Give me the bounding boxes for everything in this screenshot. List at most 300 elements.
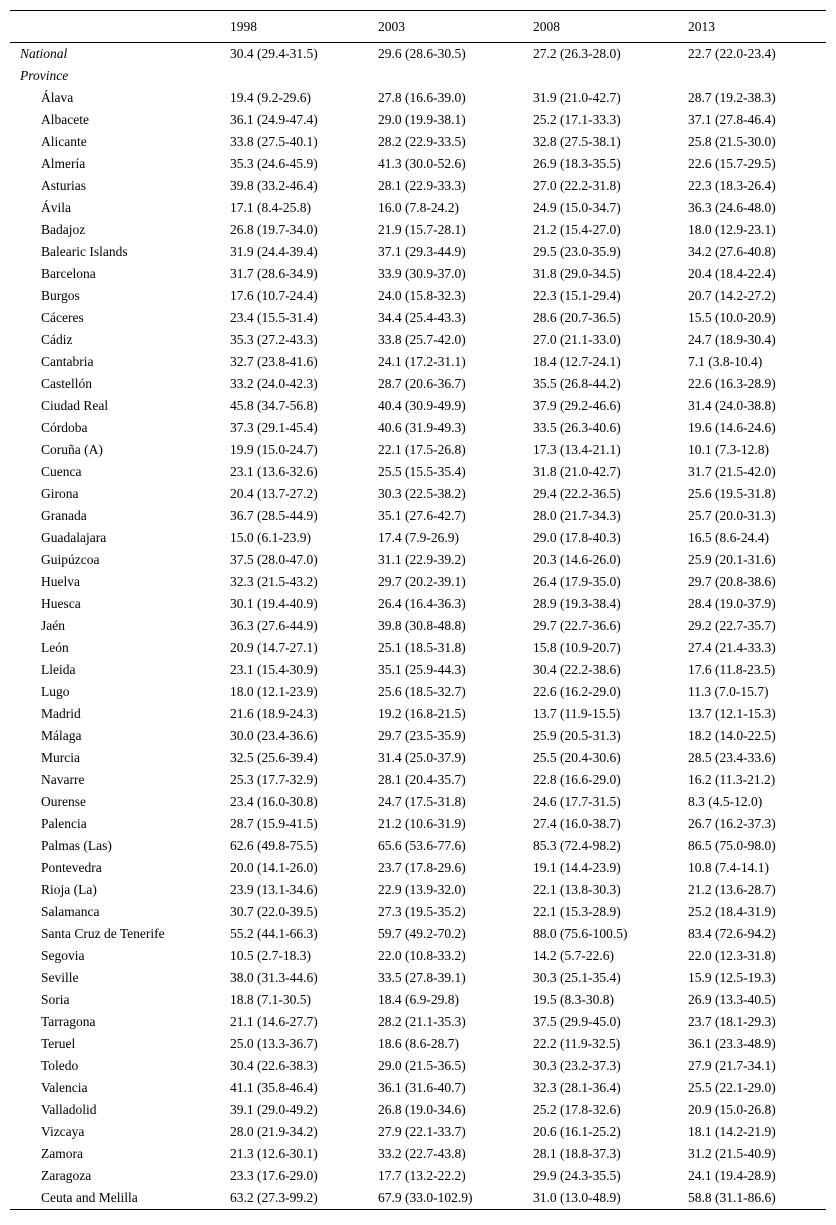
table-cell-2003: 25.1 (18.5-31.8) xyxy=(378,640,466,655)
table-cell-2003: 31.1 (22.9-39.2) xyxy=(378,552,466,567)
province-name: Zaragoza xyxy=(41,1168,92,1183)
table-cell-2003: 18.4 (6.9-29.8) xyxy=(378,992,459,1007)
table-cell-2013: 19.6 (14.6-24.6) xyxy=(688,420,776,435)
table-cell-2008: 17.3 (13.4-21.1) xyxy=(533,442,621,457)
table-cell-2008: 28.9 (19.3-38.4) xyxy=(533,596,621,611)
province-name: Girona xyxy=(41,486,79,501)
table-cell-2003: 37.1 (29.3-44.9) xyxy=(378,244,466,259)
table-cell-2008: 24.6 (17.7-31.5) xyxy=(533,794,621,809)
table-row xyxy=(10,593,826,615)
table-cell-1998: 39.1 (29.0-49.2) xyxy=(230,1102,318,1117)
table-cell-2013: 27.4 (21.4-33.3) xyxy=(688,640,776,655)
province-name: Coruña (A) xyxy=(41,442,103,457)
table-cell-2013: 20.4 (18.4-22.4) xyxy=(688,266,776,281)
table-cell-2013: 37.1 (27.8-46.4) xyxy=(688,112,776,127)
province-name: Segovia xyxy=(41,948,85,963)
province-rows xyxy=(10,87,826,1209)
table-cell-2008: 14.2 (5.7-22.6) xyxy=(533,948,614,963)
table-cell-2008: 31.8 (21.0-42.7) xyxy=(533,464,621,479)
table-cell-2008: 29.9 (24.3-35.5) xyxy=(533,1168,621,1183)
table-cell-1998: 18.8 (7.1-30.5) xyxy=(230,992,311,1007)
table-cell-2003: 26.4 (16.4-36.3) xyxy=(378,596,466,611)
table-cell-2008: 27.4 (16.0-38.7) xyxy=(533,816,621,831)
table-cell-1998: 55.2 (44.1-66.3) xyxy=(230,926,318,941)
province-heading-row xyxy=(10,65,826,87)
column-header-2013: 2013 xyxy=(688,19,715,34)
table-row xyxy=(10,571,826,593)
table-cell-1998: 25.0 (13.3-36.7) xyxy=(230,1036,318,1051)
table-cell-2008: 13.7 (11.9-15.5) xyxy=(533,706,621,721)
table-row xyxy=(10,835,826,857)
table-cell-1998: 23.1 (13.6-32.6) xyxy=(230,464,318,479)
table-cell-2003: 40.6 (31.9-49.3) xyxy=(378,420,466,435)
table-cell-2008: 19.1 (14.4-23.9) xyxy=(533,860,621,875)
province-name: Ourense xyxy=(41,794,86,809)
table-row xyxy=(10,769,826,791)
province-name: Toledo xyxy=(41,1058,79,1073)
table-cell-2013: 26.9 (13.3-40.5) xyxy=(688,992,776,1007)
table-cell-1998: 45.8 (34.7-56.8) xyxy=(230,398,318,413)
table-cell-1998: 21.1 (14.6-27.7) xyxy=(230,1014,318,1029)
table-cell-2003: 28.2 (21.1-35.3) xyxy=(378,1014,466,1029)
table-row xyxy=(10,461,826,483)
table-row xyxy=(10,219,826,241)
table-cell-2003: 25.6 (18.5-32.7) xyxy=(378,684,466,699)
table-cell-2013: 25.9 (20.1-31.6) xyxy=(688,552,776,567)
table-row xyxy=(10,659,826,681)
table-cell-2013: 27.9 (21.7-34.1) xyxy=(688,1058,776,1073)
table-row xyxy=(10,703,826,725)
table-cell-2003: 27.8 (16.6-39.0) xyxy=(378,90,466,105)
table-row xyxy=(10,351,826,373)
table-cell-2003: 36.1 (31.6-40.7) xyxy=(378,1080,466,1095)
table-cell-2008: 22.1 (15.3-28.9) xyxy=(533,904,621,919)
table-cell-2013: 86.5 (75.0-98.0) xyxy=(688,838,776,853)
table-row xyxy=(10,615,826,637)
table-cell-2008: 29.0 (17.8-40.3) xyxy=(533,530,621,545)
table-cell-2008: 20.6 (16.1-25.2) xyxy=(533,1124,621,1139)
province-name: Pontevedra xyxy=(41,860,102,875)
table-cell-2008: 22.6 (16.2-29.0) xyxy=(533,684,621,699)
table-cell-2013: 23.7 (18.1-29.3) xyxy=(688,1014,776,1029)
table-row xyxy=(10,945,826,967)
province-name: Palmas (Las) xyxy=(41,838,112,853)
table-cell-2003: 28.1 (20.4-35.7) xyxy=(378,772,466,787)
table-row xyxy=(10,373,826,395)
province-name: Almería xyxy=(41,156,86,171)
province-name: Burgos xyxy=(41,288,80,303)
table-cell-2013: 28.4 (19.0-37.9) xyxy=(688,596,776,611)
table-cell-2008: 85.3 (72.4-98.2) xyxy=(533,838,621,853)
province-name: Salamanca xyxy=(41,904,100,919)
table-cell-1998: 19.9 (15.0-24.7) xyxy=(230,442,318,457)
province-name: Navarre xyxy=(41,772,85,787)
table-cell-2003: 27.3 (19.5-35.2) xyxy=(378,904,466,919)
table-cell-2008: 31.8 (29.0-34.5) xyxy=(533,266,621,281)
table-row xyxy=(10,813,826,835)
table-row xyxy=(10,395,826,417)
table-cell-2008: 25.2 (17.8-32.6) xyxy=(533,1102,621,1117)
province-name: Tarragona xyxy=(41,1014,96,1029)
table-cell-2003: 17.4 (7.9-26.9) xyxy=(378,530,459,545)
table-cell-2013: 10.1 (7.3-12.8) xyxy=(688,442,769,457)
table-cell-2008: 21.2 (15.4-27.0) xyxy=(533,222,621,237)
table-cell-2013: 20.7 (14.2-27.2) xyxy=(688,288,776,303)
table-cell-2008: 15.8 (10.9-20.7) xyxy=(533,640,621,655)
table-cell-2008: 19.5 (8.3-30.8) xyxy=(533,992,614,1007)
province-name: Valladolid xyxy=(41,1102,97,1117)
table-cell-1998: 35.3 (27.2-43.3) xyxy=(230,332,318,347)
table-cell-2003: 26.8 (19.0-34.6) xyxy=(378,1102,466,1117)
table-cell-2003: 29.0 (19.9-38.1) xyxy=(378,112,466,127)
province-name: Balearic Islands xyxy=(41,244,128,259)
table-cell-1998: 32.5 (25.6-39.4) xyxy=(230,750,318,765)
table-row xyxy=(10,505,826,527)
province-name: Granada xyxy=(41,508,87,523)
table-cell-2008: 35.5 (26.8-44.2) xyxy=(533,376,621,391)
table-cell-2008: 20.3 (14.6-26.0) xyxy=(533,552,621,567)
table-cell-2003: 22.1 (17.5-26.8) xyxy=(378,442,466,457)
table-cell-2013: 34.2 (27.6-40.8) xyxy=(688,244,776,259)
table-cell-2008: 29.7 (22.7-36.6) xyxy=(533,618,621,633)
table-cell-2003: 67.9 (33.0-102.9) xyxy=(378,1190,473,1205)
table-cell-1998: 30.4 (22.6-38.3) xyxy=(230,1058,318,1073)
table-row xyxy=(10,439,826,461)
table-cell-2008: 31.9 (21.0-42.7) xyxy=(533,90,621,105)
table-cell-1998: 36.1 (24.9-47.4) xyxy=(230,112,318,127)
province-name: León xyxy=(41,640,69,655)
table-cell-2008: 25.9 (20.5-31.3) xyxy=(533,728,621,743)
table-cell-2013: 36.1 (23.3-48.9) xyxy=(688,1036,776,1051)
table-cell-2003: 28.1 (22.9-33.3) xyxy=(378,178,466,193)
table-row xyxy=(10,153,826,175)
table-row xyxy=(10,1077,826,1099)
table-cell-1998: 28.7 (15.9-41.5) xyxy=(230,816,318,831)
table-cell-2003: 33.8 (25.7-42.0) xyxy=(378,332,466,347)
table-cell-1998: 35.3 (24.6-45.9) xyxy=(230,156,318,171)
table-cell-1998: 10.5 (2.7-18.3) xyxy=(230,948,311,963)
table-cell-2008: 37.9 (29.2-46.6) xyxy=(533,398,621,413)
table-cell-2003: 31.4 (25.0-37.9) xyxy=(378,750,466,765)
table-cell-2013: 11.3 (7.0-15.7) xyxy=(688,684,769,699)
table-row xyxy=(10,527,826,549)
table-cell-2013: 31.7 (21.5-42.0) xyxy=(688,464,776,479)
national-2013: 22.7 (22.0-23.4) xyxy=(688,46,776,61)
table-cell-1998: 15.0 (6.1-23.9) xyxy=(230,530,311,545)
table-cell-2013: 16.5 (8.6-24.4) xyxy=(688,530,769,545)
table-cell-1998: 30.1 (19.4-40.9) xyxy=(230,596,318,611)
table-cell-2008: 25.5 (20.4-30.6) xyxy=(533,750,621,765)
table-row xyxy=(10,109,826,131)
table-cell-2003: 24.0 (15.8-32.3) xyxy=(378,288,466,303)
table-cell-1998: 38.0 (31.3-44.6) xyxy=(230,970,318,985)
table-cell-2013: 25.7 (20.0-31.3) xyxy=(688,508,776,523)
table-cell-2008: 25.2 (17.1-33.3) xyxy=(533,112,621,127)
table-cell-2003: 35.1 (27.6-42.7) xyxy=(378,508,466,523)
table-row xyxy=(10,923,826,945)
table-cell-2003: 40.4 (30.9-49.9) xyxy=(378,398,466,413)
table-row xyxy=(10,879,826,901)
province-name: Lleida xyxy=(41,662,76,677)
table-cell-2013: 31.2 (21.5-40.9) xyxy=(688,1146,776,1161)
province-name: Guadalajara xyxy=(41,530,107,545)
table-cell-1998: 33.2 (24.0-42.3) xyxy=(230,376,318,391)
table-cell-1998: 17.1 (8.4-25.8) xyxy=(230,200,311,215)
table-cell-2013: 24.1 (19.4-28.9) xyxy=(688,1168,776,1183)
table-cell-1998: 31.9 (24.4-39.4) xyxy=(230,244,318,259)
table-cell-2003: 59.7 (49.2-70.2) xyxy=(378,926,466,941)
table-cell-2008: 26.9 (18.3-35.5) xyxy=(533,156,621,171)
table-cell-1998: 21.6 (18.9-24.3) xyxy=(230,706,318,721)
table-cell-1998: 30.7 (22.0-39.5) xyxy=(230,904,318,919)
table-cell-2003: 24.7 (17.5-31.8) xyxy=(378,794,466,809)
table-row xyxy=(10,1011,826,1033)
table-cell-2003: 39.8 (30.8-48.8) xyxy=(378,618,466,633)
table-cell-2008: 28.6 (20.7-36.5) xyxy=(533,310,621,325)
province-name: Palencia xyxy=(41,816,87,831)
table-cell-2013: 25.8 (21.5-30.0) xyxy=(688,134,776,149)
table-cell-2003: 27.9 (22.1-33.7) xyxy=(378,1124,466,1139)
table-cell-2008: 22.2 (11.9-32.5) xyxy=(533,1036,621,1051)
table-row xyxy=(10,725,826,747)
table-cell-2008: 30.4 (22.2-38.6) xyxy=(533,662,621,677)
table-cell-2008: 24.9 (15.0-34.7) xyxy=(533,200,621,215)
table-cell-2003: 34.4 (25.4-43.3) xyxy=(378,310,466,325)
table-row xyxy=(10,1187,826,1209)
table-cell-2008: 22.3 (15.1-29.4) xyxy=(533,288,621,303)
national-label: National xyxy=(20,46,68,61)
province-name: Guipúzcoa xyxy=(41,552,100,567)
table-cell-1998: 23.1 (15.4-30.9) xyxy=(230,662,318,677)
table-cell-2013: 10.8 (7.4-14.1) xyxy=(688,860,769,875)
table-cell-2008: 18.4 (12.7-24.1) xyxy=(533,354,621,369)
table-cell-2003: 21.2 (10.6-31.9) xyxy=(378,816,466,831)
province-name: Ciudad Real xyxy=(41,398,109,413)
table-cell-1998: 20.0 (14.1-26.0) xyxy=(230,860,318,875)
table-row xyxy=(10,549,826,571)
table-cell-2003: 24.1 (17.2-31.1) xyxy=(378,354,466,369)
province-name: Jaén xyxy=(41,618,65,633)
table-cell-2013: 22.6 (15.7-29.5) xyxy=(688,156,776,171)
province-name: Madrid xyxy=(41,706,81,721)
table-cell-1998: 32.7 (23.8-41.6) xyxy=(230,354,318,369)
table-row xyxy=(10,1055,826,1077)
table-cell-1998: 26.8 (19.7-34.0) xyxy=(230,222,318,237)
province-name: Huesca xyxy=(41,596,81,611)
table-cell-2003: 28.7 (20.6-36.7) xyxy=(378,376,466,391)
table-cell-2003: 30.3 (22.5-38.2) xyxy=(378,486,466,501)
province-name: Alicante xyxy=(41,134,87,149)
national-2003: 29.6 (28.6-30.5) xyxy=(378,46,466,61)
table-cell-1998: 20.4 (13.7-27.2) xyxy=(230,486,318,501)
table-cell-2003: 33.9 (30.9-37.0) xyxy=(378,266,466,281)
table-cell-2008: 28.0 (21.7-34.3) xyxy=(533,508,621,523)
table-cell-2003: 29.0 (21.5-36.5) xyxy=(378,1058,466,1073)
table-cell-1998: 37.3 (29.1-45.4) xyxy=(230,420,318,435)
table-cell-1998: 39.8 (33.2-46.4) xyxy=(230,178,318,193)
table-cell-1998: 20.9 (14.7-27.1) xyxy=(230,640,318,655)
table-cell-1998: 23.3 (17.6-29.0) xyxy=(230,1168,318,1183)
table-cell-2008: 30.3 (23.2-37.3) xyxy=(533,1058,621,1073)
table-cell-2003: 28.2 (22.9-33.5) xyxy=(378,134,466,149)
column-header-2008: 2008 xyxy=(533,19,560,34)
national-row xyxy=(10,43,826,65)
table-cell-2008: 29.4 (22.2-36.5) xyxy=(533,486,621,501)
table-cell-2008: 30.3 (25.1-35.4) xyxy=(533,970,621,985)
table-cell-2013: 31.4 (24.0-38.8) xyxy=(688,398,776,413)
table-cell-2013: 7.1 (3.8-10.4) xyxy=(688,354,763,369)
table-cell-2013: 22.6 (16.3-28.9) xyxy=(688,376,776,391)
province-name: Cáceres xyxy=(41,310,84,325)
table-cell-2013: 18.0 (12.9-23.1) xyxy=(688,222,776,237)
table-cell-2003: 29.7 (23.5-35.9) xyxy=(378,728,466,743)
table-cell-1998: 17.6 (10.7-24.4) xyxy=(230,288,318,303)
table-cell-2008: 22.1 (13.8-30.3) xyxy=(533,882,621,897)
table-cell-2013: 21.2 (13.6-28.7) xyxy=(688,882,776,897)
table-cell-2003: 18.6 (8.6-28.7) xyxy=(378,1036,459,1051)
table-row xyxy=(10,131,826,153)
table-cell-2013: 28.7 (19.2-38.3) xyxy=(688,90,776,105)
province-name: Huelva xyxy=(41,574,80,589)
table-cell-1998: 18.0 (12.1-23.9) xyxy=(230,684,318,699)
province-name: Seville xyxy=(41,970,79,985)
table-cell-2013: 25.5 (22.1-29.0) xyxy=(688,1080,776,1095)
province-name: Málaga xyxy=(41,728,82,743)
table-cell-2008: 29.5 (23.0-35.9) xyxy=(533,244,621,259)
province-name: Albacete xyxy=(41,112,89,127)
province-name: Córdoba xyxy=(41,420,88,435)
table-row xyxy=(10,329,826,351)
province-name: Santa Cruz de Tenerife xyxy=(41,926,165,941)
table-cell-2008: 32.3 (28.1-36.4) xyxy=(533,1080,621,1095)
table-cell-1998: 37.5 (28.0-47.0) xyxy=(230,552,318,567)
table-header-row xyxy=(10,11,826,43)
table-row xyxy=(10,1099,826,1121)
province-name: Asturias xyxy=(41,178,86,193)
table-cell-1998: 25.3 (17.7-32.9) xyxy=(230,772,318,787)
province-name: Vizcaya xyxy=(41,1124,85,1139)
table-cell-2013: 20.9 (15.0-26.8) xyxy=(688,1102,776,1117)
table-row xyxy=(10,637,826,659)
table-cell-2003: 35.1 (25.9-44.3) xyxy=(378,662,466,677)
table-cell-2008: 33.5 (26.3-40.6) xyxy=(533,420,621,435)
province-heading: Province xyxy=(20,68,69,83)
table-cell-2003: 17.7 (13.2-22.2) xyxy=(378,1168,466,1183)
table-cell-2003: 33.5 (27.8-39.1) xyxy=(378,970,466,985)
table-cell-2003: 21.9 (15.7-28.1) xyxy=(378,222,466,237)
table-cell-2008: 26.4 (17.9-35.0) xyxy=(533,574,621,589)
table-cell-2013: 16.2 (11.3-21.2) xyxy=(688,772,776,787)
table-cell-2013: 25.2 (18.4-31.9) xyxy=(688,904,776,919)
table-row xyxy=(10,857,826,879)
table-cell-2013: 25.6 (19.5-31.8) xyxy=(688,486,776,501)
table-cell-2008: 22.8 (16.6-29.0) xyxy=(533,772,621,787)
table-cell-2013: 26.7 (16.2-37.3) xyxy=(688,816,776,831)
table-row xyxy=(10,197,826,219)
table-cell-1998: 21.3 (12.6-30.1) xyxy=(230,1146,318,1161)
table-row xyxy=(10,1143,826,1165)
table-row xyxy=(10,967,826,989)
table-cell-2008: 27.0 (21.1-33.0) xyxy=(533,332,621,347)
table-cell-2008: 37.5 (29.9-45.0) xyxy=(533,1014,621,1029)
table-cell-1998: 23.4 (15.5-31.4) xyxy=(230,310,318,325)
table-cell-2013: 8.3 (4.5-12.0) xyxy=(688,794,763,809)
table-cell-1998: 63.2 (27.3-99.2) xyxy=(230,1190,318,1205)
province-name: Barcelona xyxy=(41,266,96,281)
table-cell-2003: 41.3 (30.0-52.6) xyxy=(378,156,466,171)
table-cell-2003: 22.0 (10.8-33.2) xyxy=(378,948,466,963)
table-cell-1998: 36.3 (27.6-44.9) xyxy=(230,618,318,633)
table-cell-2013: 22.3 (18.3-26.4) xyxy=(688,178,776,193)
province-name: Ávila xyxy=(41,200,71,215)
table-row xyxy=(10,175,826,197)
table-cell-1998: 28.0 (21.9-34.2) xyxy=(230,1124,318,1139)
province-name: Zamora xyxy=(41,1146,83,1161)
table-cell-2008: 88.0 (75.6-100.5) xyxy=(533,926,628,941)
table-row xyxy=(10,901,826,923)
table-row xyxy=(10,989,826,1011)
table-row xyxy=(10,417,826,439)
province-name: Castellón xyxy=(41,376,92,391)
table-cell-2008: 31.0 (13.0-48.9) xyxy=(533,1190,621,1205)
table-cell-2003: 25.5 (15.5-35.4) xyxy=(378,464,466,479)
data-table xyxy=(10,10,826,1210)
province-name: Murcia xyxy=(41,750,80,765)
province-name: Álava xyxy=(41,90,74,105)
table-row xyxy=(10,87,826,109)
table-row xyxy=(10,483,826,505)
province-name: Badajoz xyxy=(41,222,86,237)
table-row xyxy=(10,1121,826,1143)
province-name: Cádiz xyxy=(41,332,73,347)
national-1998: 30.4 (29.4-31.5) xyxy=(230,46,318,61)
table-cell-2008: 28.1 (18.8-37.3) xyxy=(533,1146,621,1161)
province-name: Rioja (La) xyxy=(41,882,97,897)
table-cell-1998: 33.8 (27.5-40.1) xyxy=(230,134,318,149)
table-cell-2003: 22.9 (13.9-32.0) xyxy=(378,882,466,897)
province-name: Valencia xyxy=(41,1080,88,1095)
table-cell-2003: 29.7 (20.2-39.1) xyxy=(378,574,466,589)
table-row xyxy=(10,263,826,285)
table-row xyxy=(10,241,826,263)
table-cell-2013: 83.4 (72.6-94.2) xyxy=(688,926,776,941)
table-cell-1998: 31.7 (28.6-34.9) xyxy=(230,266,318,281)
table-cell-2003: 65.6 (53.6-77.6) xyxy=(378,838,466,853)
province-name: Teruel xyxy=(41,1036,76,1051)
table-row xyxy=(10,1165,826,1187)
table-cell-2013: 28.5 (23.4-33.6) xyxy=(688,750,776,765)
table-cell-2013: 58.8 (31.1-86.6) xyxy=(688,1190,776,1205)
column-header-2003: 2003 xyxy=(378,19,405,34)
table-cell-2013: 15.9 (12.5-19.3) xyxy=(688,970,776,985)
table-cell-1998: 32.3 (21.5-43.2) xyxy=(230,574,318,589)
table-cell-2003: 33.2 (22.7-43.8) xyxy=(378,1146,466,1161)
table-cell-2013: 29.7 (20.8-38.6) xyxy=(688,574,776,589)
province-name: Ceuta and Melilla xyxy=(41,1190,138,1205)
province-name: Cantabria xyxy=(41,354,94,369)
table-cell-2013: 17.6 (11.8-23.5) xyxy=(688,662,776,677)
table-row xyxy=(10,285,826,307)
table-cell-2003: 23.7 (17.8-29.6) xyxy=(378,860,466,875)
table-cell-2013: 15.5 (10.0-20.9) xyxy=(688,310,776,325)
table-cell-2013: 36.3 (24.6-48.0) xyxy=(688,200,776,215)
table-cell-2013: 18.1 (14.2-21.9) xyxy=(688,1124,776,1139)
table-cell-1998: 23.4 (16.0-30.8) xyxy=(230,794,318,809)
table-cell-2013: 22.0 (12.3-31.8) xyxy=(688,948,776,963)
table-cell-2013: 24.7 (18.9-30.4) xyxy=(688,332,776,347)
national-2008: 27.2 (26.3-28.0) xyxy=(533,46,621,61)
table-row xyxy=(10,791,826,813)
